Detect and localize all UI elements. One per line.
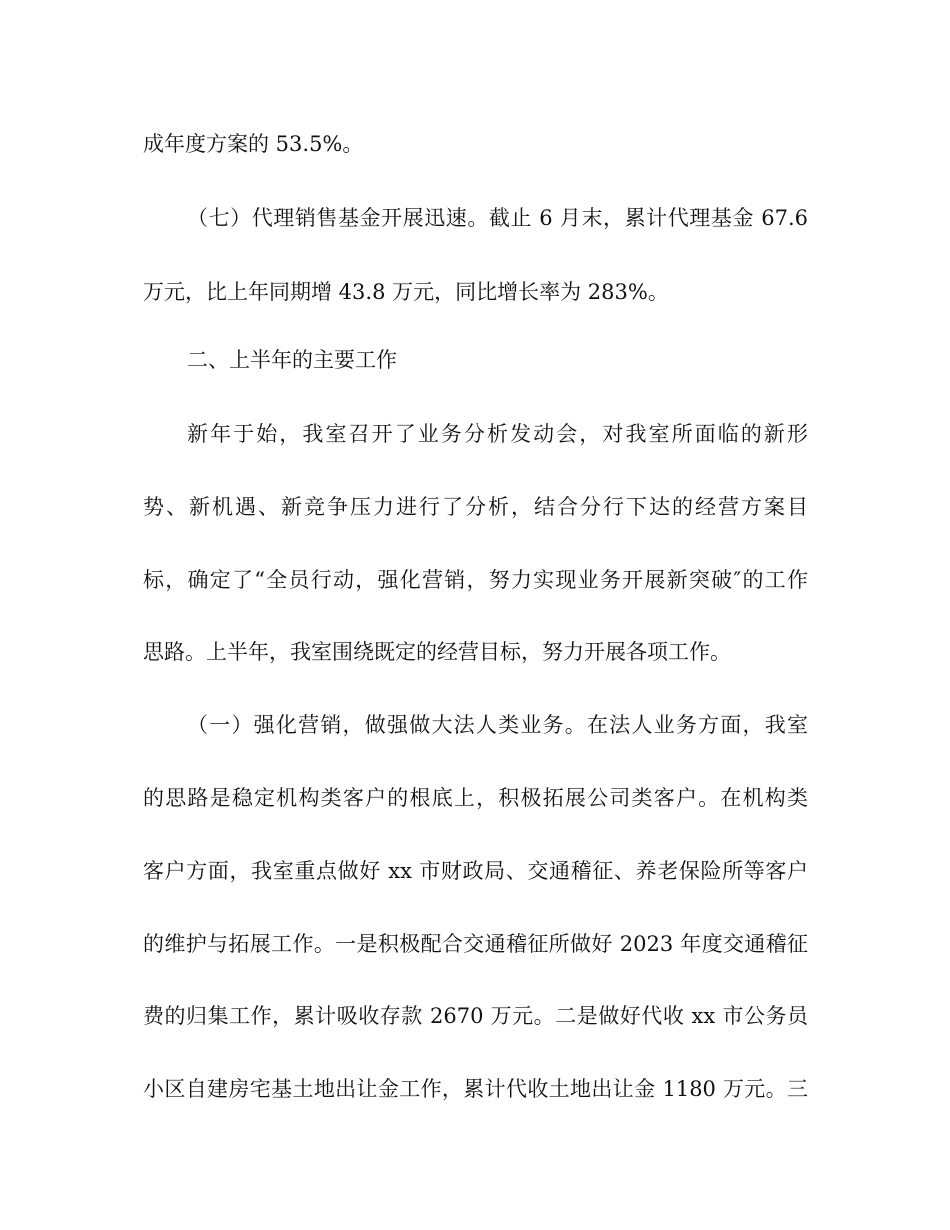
paragraph-line: 成年度方案的 53.5%。 bbox=[143, 132, 364, 156]
paragraph-line: 小区自建房宅基土地出让金工作，累计代收土地出让金 1180 万元。三 bbox=[143, 1077, 808, 1101]
paragraph-line: 新年于始，我室召开了业务分析发动会，对我室所面临的新形 bbox=[187, 422, 808, 446]
section-heading: 二、上半年的主要工作 bbox=[187, 348, 397, 372]
paragraph-line: 标，确定了“全员行动，强化营销，努力实现业务开展新突破″的工作 bbox=[143, 568, 808, 592]
paragraph-line: （七）代理销售基金开展迅速。截止 6 月末，累计代理基金 67.6 bbox=[187, 206, 808, 230]
paragraph-line: 的思路是稳定机构类客户的根底上，积极拓展公司类客户。在机构类 bbox=[143, 786, 808, 810]
paragraph-line: 费的归集工作，累计吸收存款 2670 万元。二是做好代收 xx 市公务员 bbox=[143, 1004, 808, 1028]
paragraph-line: 思路。上半年，我室围绕既定的经营目标，努力开展各项工作。 bbox=[143, 640, 731, 664]
paragraph-line: 势、新机遇、新竞争压力进行了分析，结合分行下达的经营方案目 bbox=[143, 495, 808, 519]
paragraph-line: （一）强化营销，做强做大法人类业务。在法人业务方面，我室 bbox=[187, 713, 808, 737]
paragraph-line: 客户方面，我室重点做好 xx 市财政局、交通稽征、养老保险所等客户 bbox=[143, 859, 808, 883]
paragraph-line: 万元，比上年同期增 43.8 万元，同比增长率为 283%。 bbox=[143, 280, 669, 304]
paragraph-line: 的维护与拓展工作。一是积极配合交通稽征所做好 2023 年度交通稽征 bbox=[143, 932, 808, 956]
